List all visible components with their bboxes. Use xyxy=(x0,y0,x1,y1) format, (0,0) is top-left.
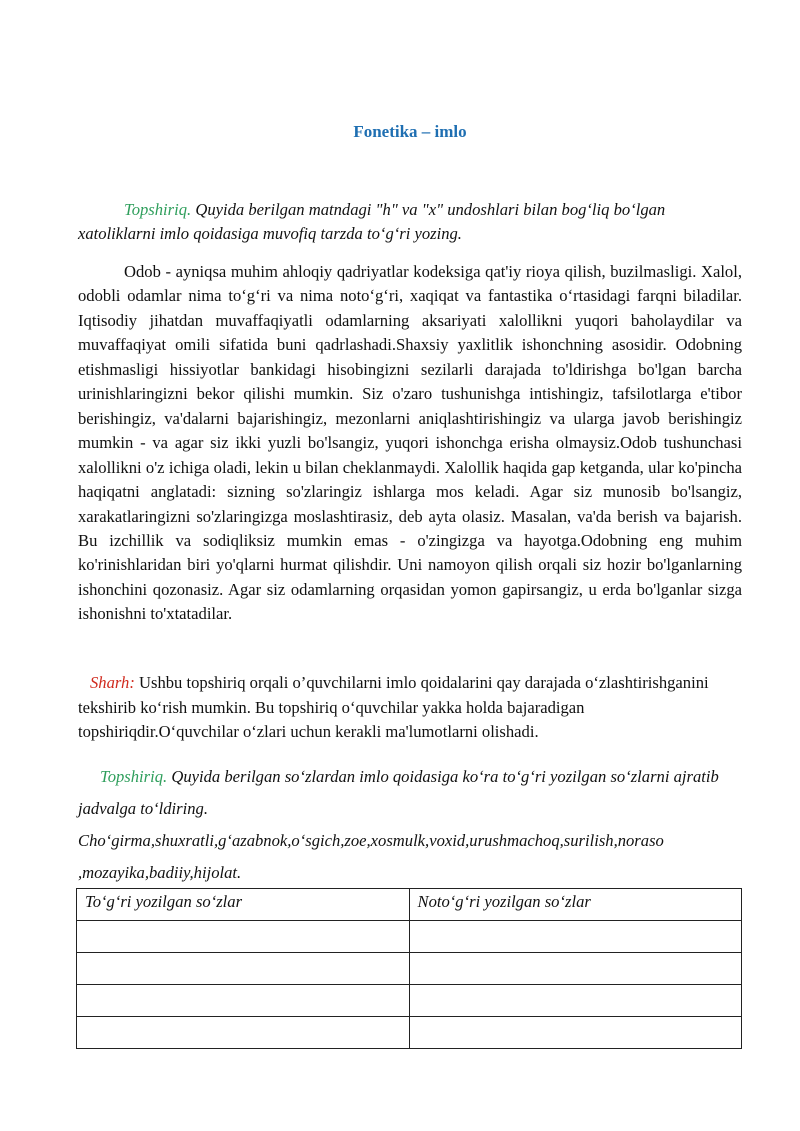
commentary-text: Ushbu topshiriq orqali o’quvchilarni imlo qoidalarini qay darajada o‘zlashtirishganini tekshirib ko‘rish mumkin. Bu topshiriq o‘quvchilar yakka holda bajaradigan topshiriqdir.O‘quvchilar o‘zlari uchun kerakli ma'lumotlarni olishadi. xyxy=(78,673,709,741)
answer-cell-correct[interactable] xyxy=(77,921,410,953)
answer-table xyxy=(76,888,742,1049)
task-1-text: Quyida berilgan matndagi "h" va "x" undoshlari bilan bog‘liq bo‘lgan xatoliklarni imlo qoidasiga muvofiq tarzda to‘g‘ri yozing. xyxy=(78,200,666,244)
answer-cell-incorrect[interactable] xyxy=(409,985,742,1017)
task-2-instruction xyxy=(78,761,742,825)
table-row xyxy=(77,921,742,953)
commentary xyxy=(78,671,742,745)
column-header-correct: To‘g‘ri yozilgan so‘zlar xyxy=(77,889,410,921)
task-1-label: Topshiriq. xyxy=(124,200,192,219)
task-2-text: Quyida berilgan so‘zlardan imlo qoidasiga ko‘ra to‘g‘ri yozilgan so‘zlarni ajratib jadvalga to‘ldiring. xyxy=(78,767,719,818)
commentary-label: Sharh: xyxy=(90,673,135,692)
page-title: Fonetika – imlo xyxy=(353,122,467,141)
passage-text: Odob - ayniqsa muhim ahloqiy qadriyatlar kodeksiga qat'iy rioya qilish, buzilmasligi. Xalol, odobli odamlar nima to‘g‘ri va nima noto‘g‘ri, xaqiqat va fantastika o‘rtasidagi farqni biladilar. Iqtisodiy jihatdan muvaffaqiyatli odamlarning aksariyati xalollikni yuqori baholaydilar va muvaffaqiyat omili sifatida buni qadrlashadi.Shaxsiy yaxlitlik ishonchning asosidir. Odobning etishmasligi hissiyotlar bankidagi hisobingizni sezilarli darajada to'ldirishga bo'lgan barcha urinishlaringizni bekor qilishi mumkin. Siz o'zaro tushunishga intishingiz, tafsilotlarga e'tibor berishingiz, va'dalarni bajarishingiz, mezonlarni aniqlashtirishingiz va ularga javob berishingiz mumkin - va agar siz ikki yuzli bo'lsangiz, yuqori ishonchga erisha olmaysiz.Odob tushunchasi xalollikni o'z ichiga oladi, lekin u bilan cheklanmaydi. Xalollik haqida gap ketganda, ular ko'pincha haqiqatni anglatadi: sizning so'zlaringiz ishlarga mos keladi. Agar siz munosib bo'lsangiz, xarakatlaringizni so'zlaringizga moslashtirasiz, deb ayta olasiz. Masalan, va'da berish va bajarish. Bu izchillik va sodiqliksiz mumkin emas - o'zingizga va hayotga.Odobning eng muhim ko'rinishlaridan biri yo'qlarni hurmat qilishdir. Uni namoyon qilish orqali siz hozir bo'lganlarning ishonchini qozonasiz. Agar siz odamlarning orqasidan yomon gapirsangiz, u erda bo'lganlar sizga ishonishni to'xtatadilar. xyxy=(78,262,742,624)
table-row xyxy=(77,1017,742,1049)
answer-cell-correct[interactable] xyxy=(77,985,410,1017)
table-row xyxy=(77,985,742,1017)
task-1-instruction xyxy=(78,198,742,246)
task-2-label: Topshiriq. xyxy=(100,767,168,786)
answer-cell-correct[interactable] xyxy=(77,1017,410,1049)
answer-cell-incorrect[interactable] xyxy=(409,953,742,985)
answer-cell-incorrect[interactable] xyxy=(409,1017,742,1049)
table-row xyxy=(77,953,742,985)
answer-cell-incorrect[interactable] xyxy=(409,921,742,953)
answer-cell-correct[interactable] xyxy=(77,953,410,985)
table-header-row xyxy=(77,889,742,921)
word-list: Cho‘girma,shuxratli,g‘azabnok,o‘sgich,zoe,xosmulk,voxid,urushmachoq,surilish,noraso ,mozayika,badiiy,hijolat. xyxy=(78,831,664,882)
column-header-incorrect: Noto‘g‘ri yozilgan so‘zlar xyxy=(409,889,742,921)
